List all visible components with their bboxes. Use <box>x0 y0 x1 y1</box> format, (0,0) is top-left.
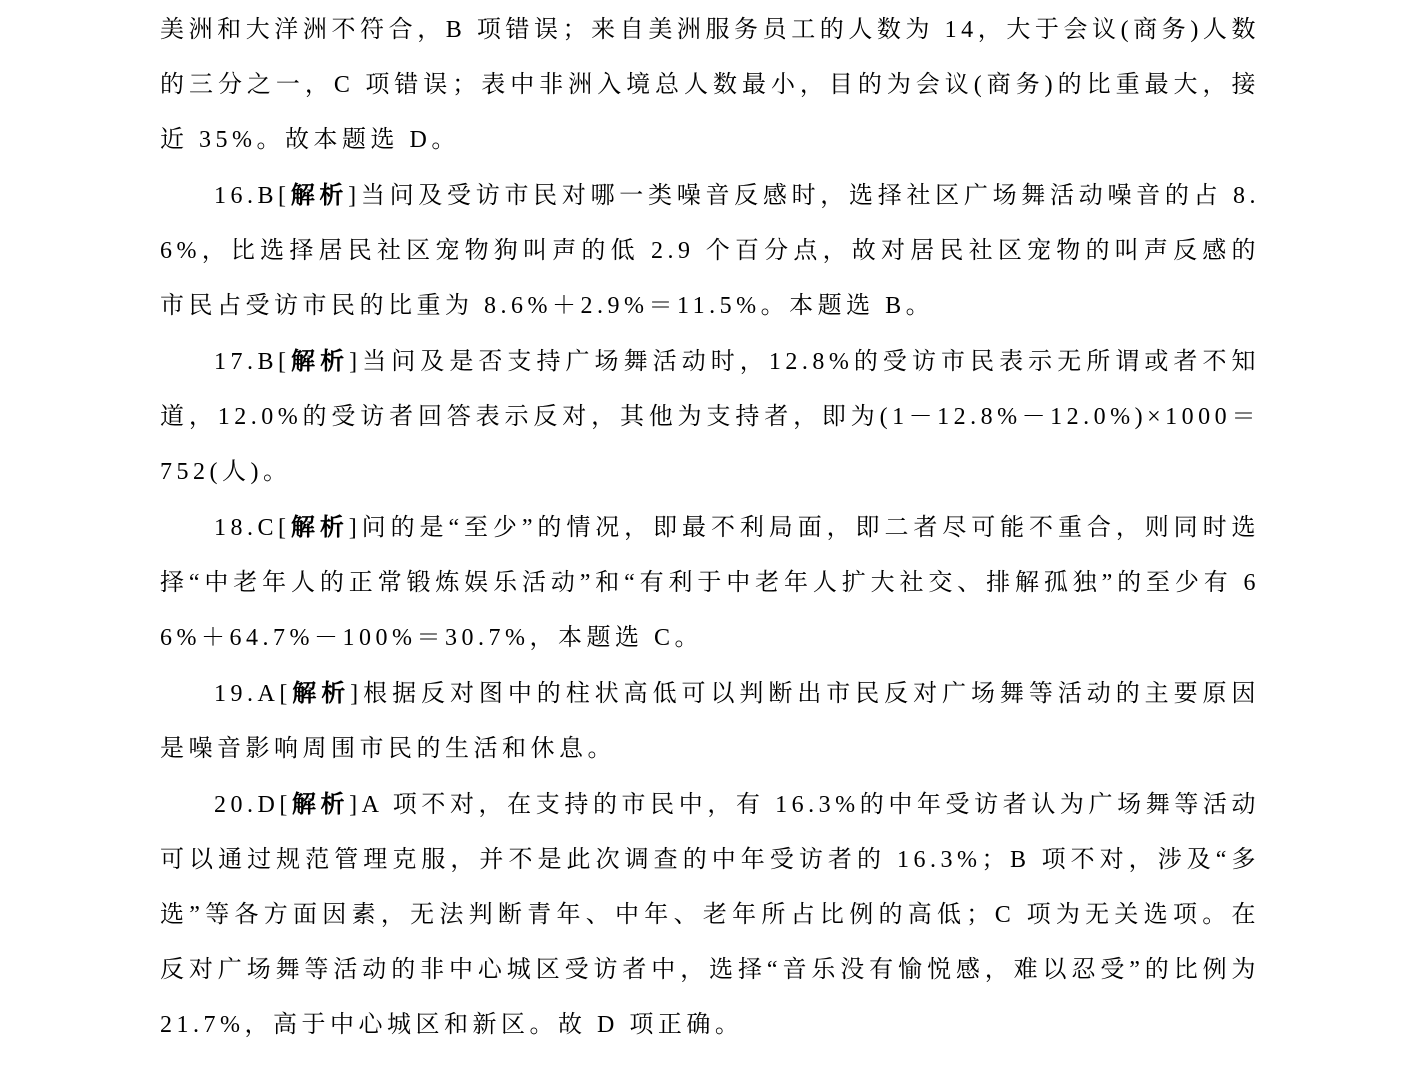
bracket-close: ] <box>350 681 363 707</box>
analysis-label: 解析 <box>290 181 349 209</box>
solution-paragraph-20 <box>160 777 1260 1053</box>
bracket-close: ] <box>349 792 362 818</box>
analysis-label: 解析 <box>290 347 350 375</box>
analysis-label: 解析 <box>290 513 349 541</box>
solution-paragraph-19 <box>160 666 1260 777</box>
bracket-close: ] <box>348 515 362 541</box>
question-number-answer: 19.A[ <box>214 681 292 707</box>
paragraph-text: 问的是“至少”的情况，即最不利局面，即二者尽可能不重合，则同时选择“中老年人的正常锻炼娱乐活动”和“有利于中老年人扩大社交、排解孤独”的至少有 66%＋64.7%－100%＝30.7%，本题选 C。 <box>160 515 1260 651</box>
paragraph-text: 当问及是否支持广场舞活动时，12.8%的受访市民表示无所谓或者不知道，12.0%的受访者回答表示反对，其他为支持者，即为(1－12.8%－12.0%)×1000＝752(人)。 <box>160 349 1260 485</box>
analysis-label: 解析 <box>291 679 351 707</box>
paragraph-text: 美洲和大洋洲不符合，B 项错误；来自美洲服务员工的人数为 14，大于会议(商务)人数的三分之一，C 项错误；表中非洲入境总人数最小，目的为会议(商务)的比重最大，接近 35%。故本题选 D。 <box>160 17 1260 153</box>
question-number-answer: 16.B[ <box>214 183 291 209</box>
question-number-answer: 20.D[ <box>214 792 292 818</box>
analysis-label: 解析 <box>291 790 350 818</box>
question-number-answer: 18.C[ <box>214 515 291 541</box>
paragraph-text: 根据反对图中的柱状高低可以判断出市民反对广场舞等活动的主要原因是噪音影响周围市民的生活和休息。 <box>160 681 1261 762</box>
bracket-close: ] <box>348 183 361 209</box>
bracket-close: ] <box>349 349 362 375</box>
solution-paragraph-16 <box>160 168 1260 334</box>
paragraph-text: A 项不对，在支持的市民中，有 16.3%的中年受访者认为广场舞等活动可以通过规范管理克服，并不是此次调查的中年受访者的 16.3%；B 项不对，涉及“多选”等各方面因素，无法判断青年、中年、老年所占比例的高低；C 项为无关选项。在反对广场舞等活动的非中心城区受访者中，选择“音乐没有愉悦感，难以忍受”的比例为 21.7%，高于中心城区和新区。故 D 项正确。 <box>160 792 1261 1038</box>
paragraph-text: 当问及受访市民对哪一类噪音反感时，选择社区广场舞活动噪音的占 8.6%，比选择居民社区宠物狗叫声的低 2.9 个百分点，故对居民社区宠物的叫声反感的市民占受访市民的比重为 8.6%＋2.9%＝11.5%。本题选 B。 <box>160 183 1261 319</box>
question-number-answer: 17.B[ <box>214 349 291 375</box>
solution-paragraph-17 <box>160 334 1260 500</box>
paragraph-continuation <box>160 3 1260 168</box>
solution-paragraph-18 <box>160 500 1260 666</box>
